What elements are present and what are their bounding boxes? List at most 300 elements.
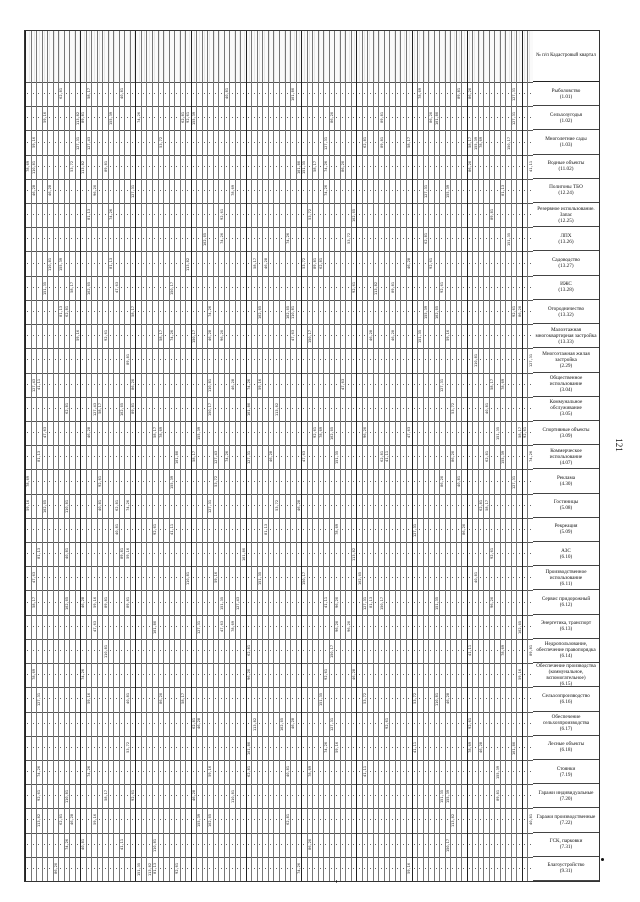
empty-cell-mark (204, 93, 205, 94)
column-header-code: (4.07) (559, 459, 573, 466)
empty-cell-mark (254, 577, 255, 578)
empty-cell-mark (132, 456, 133, 457)
area-value: 40,81 (120, 88, 125, 99)
empty-cell-mark (414, 844, 415, 845)
area-value: 110,81 (31, 160, 36, 174)
empty-cell-mark (397, 190, 398, 191)
empty-cell-mark (370, 505, 371, 506)
empty-cell-mark (331, 359, 332, 360)
area-value: 150,17 (302, 572, 307, 586)
empty-cell-mark (165, 650, 166, 651)
empty-cell-mark (458, 190, 459, 191)
empty-cell-mark (403, 795, 404, 796)
area-value: 53,72 (274, 499, 279, 511)
empty-cell-mark (381, 844, 382, 845)
empty-cell-mark (94, 335, 95, 336)
empty-cell-mark (27, 650, 28, 651)
empty-cell-mark (359, 747, 360, 748)
area-value: 78,69 (501, 378, 506, 390)
empty-cell-mark (364, 505, 365, 506)
empty-cell-mark (105, 481, 106, 482)
empty-cell-mark (88, 602, 89, 603)
empty-cell-mark (38, 577, 39, 578)
area-value: 96,20 (363, 427, 368, 438)
empty-cell-mark (425, 142, 426, 143)
empty-cell-mark (480, 408, 481, 409)
empty-cell-mark (430, 432, 431, 433)
area-value: 78,69 (230, 620, 235, 632)
empty-cell-mark (397, 602, 398, 603)
empty-cell-mark (298, 117, 299, 118)
area-value: 58,17 (490, 378, 495, 390)
empty-cell-mark (88, 359, 89, 360)
empty-cell-mark (198, 868, 199, 869)
empty-cell-mark (193, 577, 194, 578)
empty-cell-mark (403, 505, 404, 506)
empty-cell-mark (524, 359, 525, 360)
empty-cell-mark (475, 93, 476, 94)
empty-cell-mark (276, 190, 277, 191)
empty-cell-mark (77, 650, 78, 651)
record-column-divider (367, 31, 368, 881)
column-header (533, 251, 599, 275)
area-value: 127,31 (440, 378, 445, 392)
empty-cell-mark (320, 456, 321, 457)
area-value: 113,82 (186, 257, 191, 271)
empty-cell-mark (149, 481, 150, 482)
empty-cell-mark (193, 384, 194, 385)
area-value: 74,26 (225, 451, 230, 463)
empty-cell-mark (309, 359, 310, 360)
empty-cell-mark (270, 359, 271, 360)
empty-cell-mark (165, 287, 166, 288)
empty-cell-mark (336, 698, 337, 699)
empty-cell-mark (486, 577, 487, 578)
empty-cell-mark (66, 214, 67, 215)
empty-cell-mark (94, 795, 95, 796)
empty-cell-mark (281, 142, 282, 143)
record-column-divider (146, 31, 147, 881)
empty-cell-mark (276, 602, 277, 603)
empty-cell-mark (408, 505, 409, 506)
record-column-divider (312, 31, 313, 881)
area-value: 86,20 (158, 693, 163, 705)
empty-cell-mark (132, 359, 133, 360)
empty-cell-mark (276, 432, 277, 433)
empty-cell-mark (71, 142, 72, 143)
empty-cell-mark (121, 529, 122, 530)
empty-cell-mark (55, 117, 56, 118)
empty-cell-mark (508, 117, 509, 118)
area-value: 86,20 (468, 160, 472, 172)
empty-cell-mark (165, 505, 166, 506)
empty-cell-mark (370, 142, 371, 143)
empty-cell-mark (204, 553, 205, 554)
empty-cell-mark (519, 287, 520, 288)
empty-cell-mark (408, 698, 409, 699)
empty-cell-mark (320, 868, 321, 869)
empty-cell-mark (419, 602, 420, 603)
empty-cell-mark (281, 529, 282, 530)
empty-cell-mark (309, 238, 310, 239)
empty-cell-mark (325, 263, 326, 264)
empty-cell-mark (463, 723, 464, 724)
empty-cell-mark (270, 795, 271, 796)
record-column-divider (113, 31, 114, 881)
empty-cell-mark (237, 384, 238, 385)
empty-cell-mark (419, 626, 420, 627)
empty-cell-mark (176, 214, 177, 215)
empty-cell-mark (513, 238, 514, 239)
area-value: 110,81 (186, 572, 191, 586)
empty-cell-mark (469, 819, 470, 820)
empty-cell-mark (392, 577, 393, 578)
empty-cell-mark (226, 626, 227, 627)
empty-cell-mark (513, 166, 514, 167)
empty-cell-mark (187, 456, 188, 457)
empty-cell-mark (403, 844, 404, 845)
empty-cell-mark (320, 723, 321, 724)
empty-cell-mark (447, 529, 448, 530)
area-value: 62,81 (363, 136, 368, 148)
empty-cell-mark (353, 432, 354, 433)
empty-cell-mark (270, 287, 271, 288)
empty-cell-mark (187, 311, 188, 312)
empty-cell-mark (469, 529, 470, 530)
empty-cell-mark (226, 408, 227, 409)
empty-cell-mark (127, 626, 128, 627)
empty-cell-mark (508, 93, 509, 94)
empty-cell-mark (502, 819, 503, 820)
area-value: 101,80 (434, 112, 439, 126)
empty-cell-mark (198, 142, 199, 143)
empty-cell-mark (132, 723, 133, 724)
empty-cell-mark (502, 771, 503, 772)
empty-cell-mark (331, 844, 332, 845)
empty-cell-mark (232, 263, 233, 264)
empty-cell-mark (287, 93, 288, 94)
empty-cell-mark (491, 698, 492, 699)
empty-cell-mark (436, 287, 437, 288)
empty-cell-mark (486, 553, 487, 554)
empty-cell-mark (138, 311, 139, 312)
record-column-divider (240, 31, 241, 881)
empty-cell-mark (77, 384, 78, 385)
empty-cell-mark (392, 190, 393, 191)
area-value: 102,05 (120, 402, 125, 416)
empty-cell-mark (154, 408, 155, 409)
area-value: 40,81 (473, 572, 478, 584)
column-header-code: (3.09) (559, 432, 573, 439)
empty-cell-mark (60, 335, 61, 336)
empty-cell-mark (149, 263, 150, 264)
empty-cell-mark (508, 795, 509, 796)
empty-cell-mark (243, 795, 244, 796)
empty-cell-mark (458, 626, 459, 627)
empty-cell-mark (359, 505, 360, 506)
empty-cell-mark (232, 359, 233, 360)
empty-cell-mark (138, 771, 139, 772)
empty-cell-mark (524, 214, 525, 215)
empty-cell-mark (226, 359, 227, 360)
column-header-name: Многолетние сады (545, 136, 587, 143)
empty-cell-mark (314, 456, 315, 457)
empty-cell-mark (60, 650, 61, 651)
empty-cell-mark (491, 166, 492, 167)
empty-cell-mark (425, 795, 426, 796)
empty-cell-mark (524, 819, 525, 820)
empty-cell-mark (381, 626, 382, 627)
empty-cell-mark (342, 650, 343, 651)
record-column-divider (47, 31, 48, 881)
empty-cell-mark (309, 263, 310, 264)
empty-cell-mark (209, 844, 210, 845)
empty-cell-mark (121, 795, 122, 796)
empty-cell-mark (441, 698, 442, 699)
empty-cell-mark (160, 844, 161, 845)
empty-cell-mark (265, 117, 266, 118)
column-header (533, 373, 599, 397)
empty-cell-mark (176, 650, 177, 651)
empty-cell-mark (375, 868, 376, 869)
empty-cell-mark (287, 844, 288, 845)
empty-cell-mark (88, 335, 89, 336)
area-value: 59,16 (92, 814, 97, 826)
empty-cell-mark (436, 844, 437, 845)
empty-cell-mark (303, 819, 304, 820)
empty-cell-mark (281, 650, 282, 651)
empty-cell-mark (226, 432, 227, 433)
empty-cell-mark (143, 771, 144, 772)
empty-cell-mark (226, 166, 227, 167)
empty-cell-mark (281, 602, 282, 603)
empty-cell-mark (475, 529, 476, 530)
empty-cell-mark (116, 93, 117, 94)
empty-cell-mark (66, 263, 67, 264)
empty-cell-mark (447, 626, 448, 627)
empty-cell-mark (71, 214, 72, 215)
empty-cell-mark (359, 771, 360, 772)
empty-cell-mark (259, 723, 260, 724)
record-column-divider (86, 31, 87, 881)
empty-cell-mark (198, 674, 199, 675)
empty-cell-mark (303, 359, 304, 360)
empty-cell-mark (44, 529, 45, 530)
empty-cell-mark (502, 626, 503, 627)
empty-cell-mark (370, 384, 371, 385)
empty-cell-mark (176, 359, 177, 360)
empty-cell-mark (198, 844, 199, 845)
area-value: 127,31 (324, 136, 329, 150)
empty-cell-mark (204, 117, 205, 118)
area-value: 127,31 (528, 354, 533, 368)
empty-cell-mark (44, 481, 45, 482)
empty-cell-mark (342, 335, 343, 336)
empty-cell-mark (408, 384, 409, 385)
empty-cell-mark (232, 287, 233, 288)
empty-cell-mark (463, 359, 464, 360)
empty-cell-mark (71, 359, 72, 360)
empty-cell-mark (475, 505, 476, 506)
empty-cell-mark (116, 819, 117, 820)
empty-cell-mark (226, 335, 227, 336)
empty-cell-mark (497, 674, 498, 675)
empty-cell-mark (33, 553, 34, 554)
empty-cell-mark (441, 359, 442, 360)
area-value: 59,16 (445, 330, 450, 342)
empty-cell-mark (497, 311, 498, 312)
empty-cell-mark (486, 650, 487, 651)
empty-cell-mark (336, 190, 337, 191)
empty-cell-mark (248, 723, 249, 724)
empty-cell-mark (447, 359, 448, 360)
empty-cell-mark (237, 263, 238, 264)
empty-cell-mark (127, 408, 128, 409)
empty-cell-mark (171, 384, 172, 385)
empty-cell-mark (425, 335, 426, 336)
empty-cell-mark (458, 844, 459, 845)
empty-cell-mark (303, 432, 304, 433)
empty-cell-mark (430, 602, 431, 603)
empty-cell-mark (281, 214, 282, 215)
empty-cell-mark (353, 529, 354, 530)
record-column-divider (329, 31, 330, 881)
area-value: 53,72 (214, 475, 218, 487)
empty-cell-mark (513, 819, 514, 820)
empty-cell-mark (463, 553, 464, 554)
column-header-code: (6.13) (559, 626, 573, 633)
area-value: 41,11 (120, 838, 125, 850)
empty-cell-mark (71, 335, 72, 336)
empty-cell-mark (331, 626, 332, 627)
empty-cell-mark (221, 819, 222, 820)
empty-cell-mark (176, 335, 177, 336)
empty-cell-mark (325, 626, 326, 627)
empty-cell-mark (44, 868, 45, 869)
empty-cell-mark (480, 698, 481, 699)
area-value: 78,69 (468, 741, 472, 753)
empty-cell-mark (491, 408, 492, 409)
empty-cell-mark (232, 481, 233, 482)
empty-cell-mark (243, 311, 244, 312)
empty-cell-mark (265, 771, 266, 772)
empty-cell-mark (497, 747, 498, 748)
empty-cell-mark (281, 747, 282, 748)
empty-cell-mark (370, 456, 371, 457)
empty-cell-mark (508, 529, 509, 530)
empty-cell-mark (215, 190, 216, 191)
empty-cell-mark (94, 698, 95, 699)
column-header-name: Садоводство (551, 257, 581, 264)
empty-cell-mark (110, 795, 111, 796)
empty-cell-mark (408, 844, 409, 845)
empty-cell-mark (49, 408, 50, 409)
empty-cell-mark (138, 408, 139, 409)
empty-cell-mark (364, 214, 365, 215)
empty-cell-mark (513, 384, 514, 385)
area-value: 46,28 (445, 693, 450, 705)
empty-cell-mark (116, 335, 117, 336)
empty-cell-mark (243, 359, 244, 360)
area-value: 59,16 (125, 548, 130, 559)
empty-cell-mark (348, 263, 349, 264)
empty-cell-mark (348, 384, 349, 385)
empty-cell-mark (143, 723, 144, 724)
empty-cell-mark (116, 117, 117, 118)
area-value: 86,20 (131, 378, 136, 390)
empty-cell-mark (116, 771, 117, 772)
area-value: 46,28 (87, 427, 91, 438)
empty-cell-mark (403, 214, 404, 215)
empty-cell-mark (204, 698, 205, 699)
empty-cell-mark (44, 263, 45, 264)
empty-cell-mark (248, 263, 249, 264)
empty-cell-mark (232, 505, 233, 506)
empty-cell-mark (154, 311, 155, 312)
empty-cell-mark (105, 93, 106, 94)
empty-cell-mark (276, 771, 277, 772)
empty-cell-mark (215, 698, 216, 699)
empty-cell-mark (82, 481, 83, 482)
empty-cell-mark (530, 238, 531, 239)
empty-cell-mark (480, 384, 481, 385)
empty-cell-mark (77, 287, 78, 288)
empty-cell-mark (292, 456, 293, 457)
empty-cell-mark (193, 142, 194, 143)
empty-cell-mark (27, 384, 28, 385)
column-header (533, 542, 599, 566)
empty-cell-mark (127, 238, 128, 239)
empty-cell-mark (524, 868, 525, 869)
empty-cell-mark (298, 408, 299, 409)
empty-cell-mark (209, 190, 210, 191)
empty-cell-mark (77, 214, 78, 215)
empty-cell-mark (254, 384, 255, 385)
empty-cell-mark (403, 577, 404, 578)
area-value: 46,28 (296, 499, 301, 511)
empty-cell-mark (38, 481, 39, 482)
empty-cell-mark (116, 674, 117, 675)
empty-cell-mark (49, 723, 50, 724)
empty-cell-mark (325, 529, 326, 530)
empty-cell-mark (469, 674, 470, 675)
empty-cell-mark (94, 771, 95, 772)
empty-cell-mark (160, 577, 161, 578)
empty-cell-mark (320, 311, 321, 312)
empty-cell-mark (469, 626, 470, 627)
empty-cell-mark (403, 432, 404, 433)
empty-cell-mark (336, 335, 337, 336)
empty-cell-mark (116, 650, 117, 651)
empty-cell-mark (121, 287, 122, 288)
area-value: 40,81 (285, 766, 290, 777)
empty-cell-mark (359, 238, 360, 239)
empty-cell-mark (204, 819, 205, 820)
empty-cell-mark (348, 481, 349, 482)
empty-cell-mark (204, 432, 205, 433)
area-value: 86,20 (462, 523, 467, 535)
empty-cell-mark (160, 359, 161, 360)
empty-cell-mark (397, 166, 398, 167)
empty-cell-mark (441, 190, 442, 191)
empty-cell-mark (254, 408, 255, 409)
empty-cell-mark (463, 795, 464, 796)
empty-cell-mark (259, 238, 260, 239)
empty-cell-mark (458, 819, 459, 820)
empty-cell-mark (414, 553, 415, 554)
area-value: 89,81 (490, 209, 495, 220)
empty-cell-mark (182, 747, 183, 748)
